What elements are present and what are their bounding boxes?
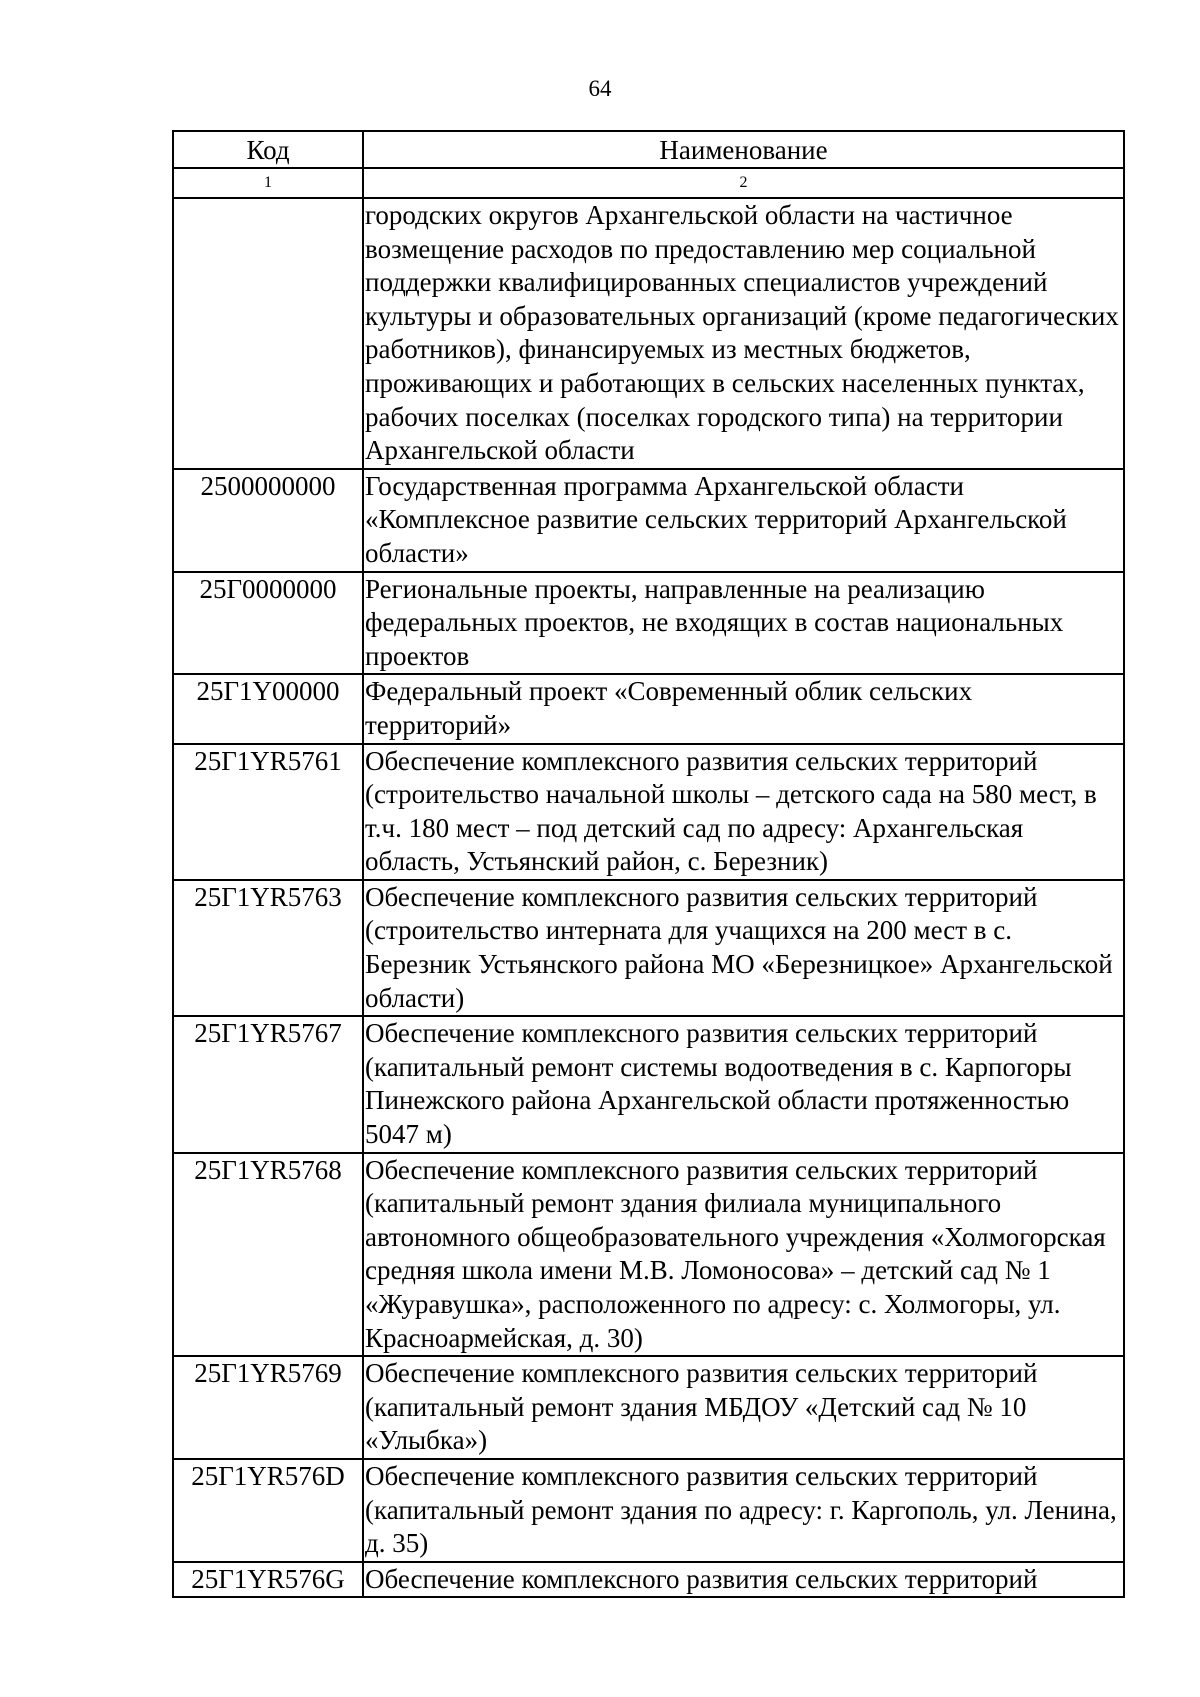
row-name: Обеспечение комплексного развития сельских территорий [363,1562,1124,1598]
row-code: 2500000000 [173,469,363,572]
row-code: 25Г1YR576D [173,1459,363,1562]
table-row [173,1016,1124,1152]
table-header-row [173,131,1124,168]
column-number-code: 1 [173,168,363,198]
row-code [173,198,363,469]
column-number-name: 2 [363,168,1124,198]
row-code: 25Г1YR576G [173,1562,363,1598]
table-row [173,1153,1124,1357]
row-code: 25Г1YR5761 [173,744,363,880]
table-row [173,572,1124,675]
row-code: 25Г1Y00000 [173,674,363,743]
column-number-row [173,168,1124,198]
row-name: городских округов Архангельской области на частичное возмещение расходов по предоставлению мер социальной поддержки квалифицированных специалистов учреждений культуры и образовательных организаций (кроме педагогических работников), финансируемых из местных бюджетов, проживающих и работающих в сельских населенных пунктах, рабочих поселках (поселках городского типа) на территории Архангельской области [363,198,1124,469]
table-row [173,674,1124,743]
row-code: 25Г1YR5763 [173,880,363,1016]
table-row [173,198,1124,469]
table-row [173,1562,1124,1598]
table-row [173,744,1124,880]
page-number: 64 [588,76,612,101]
table-row [173,1356,1124,1459]
row-name: Обеспечение комплексного развития сельских территорий (строительство интерната для учащихся на 200 мест в с. Березник Устьянского района МО «Березницкое» Архангельской области) [363,880,1124,1016]
row-name: Обеспечение комплексного развития сельских территорий (строительство начальной школы – детского сада на 580 мест, в т.ч. 180 мест – под детский сад по адресу: Архангельская область, Устьянский район, с. Березник) [363,744,1124,880]
row-name: Федеральный проект «Современный облик сельских территорий» [363,674,1124,743]
header-code: Код [173,131,363,168]
row-name: Обеспечение комплексного развития сельских территорий (капитальный ремонт здания по адресу: г. Каргополь, ул. Ленина, д. 35) [363,1459,1124,1562]
header-name: Наименование [363,131,1124,168]
table-row [173,1459,1124,1562]
table-row [173,880,1124,1016]
row-name: Обеспечение комплексного развития сельских территорий (капитальный ремонт здания МБДОУ «Детский сад № 10 «Улыбка») [363,1356,1124,1459]
row-name: Государственная программа Архангельской области «Комплексное развитие сельских территорий Архангельской области» [363,469,1124,572]
table-row [173,469,1124,572]
budget-classification-table [172,130,1125,1598]
row-name: Обеспечение комплексного развития сельских территорий (капитальный ремонт системы водоотведения в с. Карпогоры Пинежского района Архангельской области протяженностью 5047 м) [363,1016,1124,1152]
row-code: 25Г1YR5767 [173,1016,363,1152]
row-name: Обеспечение комплексного развития сельских территорий (капитальный ремонт здания филиала муниципального автономного общеобразовательного учреждения «Холмогорская средняя школа имени М.В. Ломоносова» – детский сад № 1 «Журавушка», расположенного по адресу: с. Холмогоры, ул. Красноармейская, д. 30) [363,1153,1124,1357]
row-code: 25Г1YR5769 [173,1356,363,1459]
row-code: 25Г1YR5768 [173,1153,363,1357]
row-code: 25Г0000000 [173,572,363,675]
row-name: Региональные проекты, направленные на реализацию федеральных проектов, не входящих в состав национальных проектов [363,572,1124,675]
